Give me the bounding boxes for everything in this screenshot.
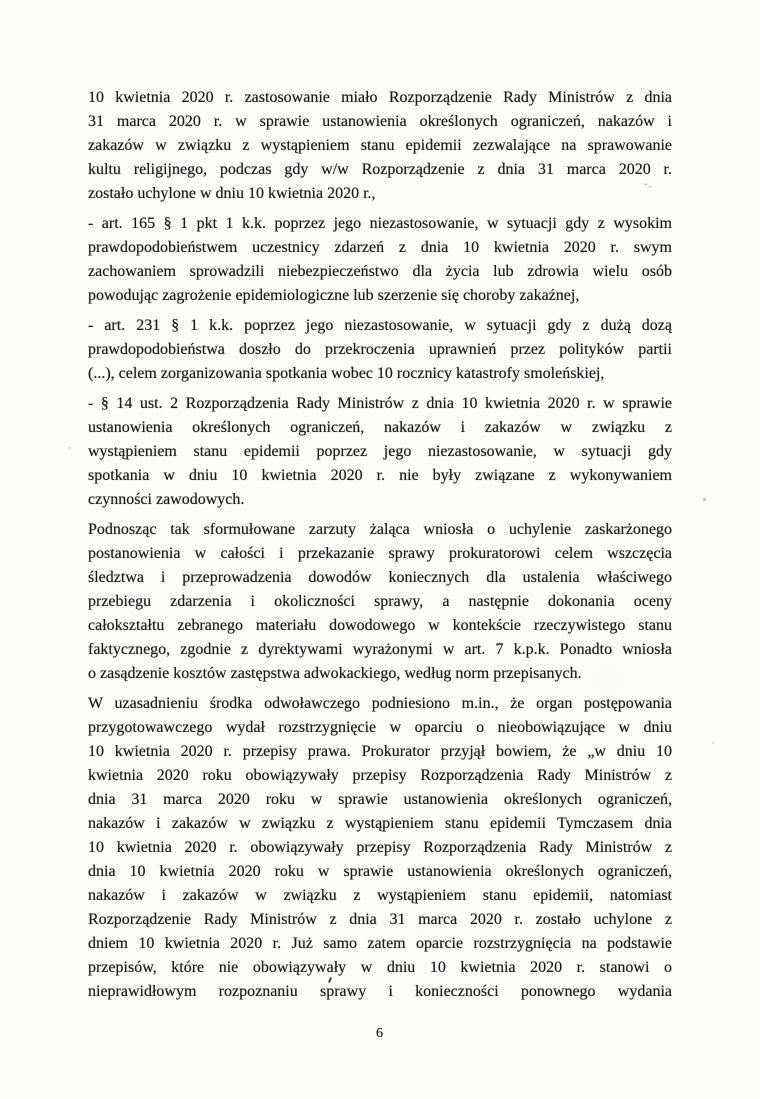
text-line: dniem 10 kwietnia 2020 r. Już samo zatem oparcie rozstrzygnięcia na podstawie	[88, 935, 672, 952]
text-line: kultu religijnego, podczas gdy w/w Rozporządzenie z dnia 31 marca 2020 r.	[88, 161, 672, 178]
text-line: spotkania w dniu 10 kwietnia 2020 r. nie były związane z wykonywaniem	[88, 467, 672, 484]
text-line: postanowienia w całości i przekazanie sprawy prokuratorowi celem wszczęcia	[88, 545, 672, 562]
text-line: 31 marca 2020 r. w sprawie ustanowienia określonych ograniczeń, nakazów i	[88, 113, 672, 130]
paragraph-charge-art-231	[88, 314, 672, 386]
text-line: zakazów w związku z wystąpieniem stanu epidemii zezwalające na sprawowanie	[88, 137, 672, 154]
text-line: o zasądzenie kosztów zastępstwa adwokackiego, według norm przepisanych.	[88, 665, 582, 682]
paragraph-justification-paragraph	[88, 692, 672, 1004]
text-line: nakazów i zakazów w związku z wystąpieniem stanu epidemii Tymczasem dnia	[88, 815, 672, 832]
text-line: prawdopodobieństwem uczestnicy zdarzeń z dnia 10 kwietnia 2020 r. swym	[88, 239, 672, 256]
scan-artifact-dot	[712, 742, 714, 744]
text-line: przepisów, które nie obowiązywały w dniu 10 kwietnia 2020 r. stanowi o	[88, 959, 672, 976]
text-line: - art. 231 § 1 k.k. poprzez jego niezastosowanie, w sytuacji gdy z dużą dozą	[88, 317, 672, 334]
text-line: kwietnia 2020 roku obowiązywały przepisy Rozporządzenia Rady Ministrów z	[88, 767, 672, 784]
paragraph-motion-paragraph	[88, 518, 672, 686]
text-line: W uzasadnieniu środka odwoławczego podniesiono m.in., że organ postępowania	[88, 695, 672, 712]
text-line: dnia 31 marca 2020 roku w sprawie ustanowienia określonych ograniczeń,	[88, 791, 672, 808]
text-line: przygotowawczego wydał rozstrzygnięcie w oparciu o nieobowiązujące w dniu	[88, 719, 672, 736]
text-line: 10 kwietnia 2020 r. zastosowanie miało Rozporządzenie Rady Ministrów z dnia	[88, 89, 672, 106]
text-line: 10 kwietnia 2020 r. obowiązywały przepisy Rozporządzenia Rady Ministrów z	[88, 839, 672, 856]
paragraph-charge-art-165	[88, 212, 672, 308]
text-line: powodując zagrożenie epidemiologiczne lub szerzenie się choroby zakaźnej,	[88, 287, 580, 304]
text-line: dnia 10 kwietnia 2020 roku w sprawie ustanowienia określonych ograniczeń,	[88, 863, 672, 880]
text-line: - art. 165 § 1 pkt 1 k.k. poprzez jego niezastosowanie, w sytuacji gdy z wysokim	[88, 215, 672, 232]
text-line: zachowaniem sprowadzili niebezpieczeństwo dla życia lub zdrowia wielu osób	[88, 263, 672, 280]
text-line: zostało uchylone w dniu 10 kwietnia 2020 r.,	[88, 185, 376, 202]
text-line: czynności zawodowych.	[88, 491, 245, 508]
text-line: faktycznego, zgodnie z dyrektywami wyrażonymi w art. 7 k.p.k. Ponadto wniosła	[88, 641, 672, 658]
text-line: ustanowienia określonych ograniczeń, nakazów i zakazów w związku z	[88, 419, 672, 436]
text-line: (...), celem zorganizowania spotkania wobec 10 rocznicy katastrofy smoleńskiej,	[88, 365, 605, 382]
text-line: całokształtu zebranego materiału dowodowego w kontekście rzeczywistego stanu	[88, 617, 672, 634]
text-line: Podnosząc tak sformułowane zarzuty żaląca wniosła o uchylenie zaskarżonego	[88, 521, 672, 538]
scan-artifact-dot	[68, 447, 71, 449]
text-line: nakazów i zakazów w związku z wystąpieniem stanu epidemii, natomiast	[88, 887, 672, 904]
page-number: 6	[376, 1026, 384, 1041]
scan-artifact-dot	[703, 498, 706, 501]
text-line: prawdopodobieństwa doszło do przekroczenia uprawnień przez polityków partii	[88, 341, 672, 358]
text-line: przebiegu zdarzenia i okoliczności sprawy, a następnie dokonania oceny	[88, 593, 672, 610]
text-line: Rozporządzenie Rady Ministrów z dnia 31 marca 2020 r. zostało uchylone z	[88, 911, 672, 928]
text-line: nieprawidłowym rozpoznaniu sprawy i konieczności ponownego wydania	[88, 983, 672, 1000]
text-line: wystąpieniem stanu epidemii poprzez jego niezastosowanie, w sytuacji gdy	[88, 443, 672, 460]
text-line: śledztwa i przeprowadzenia dowodów koniecznych dla ustalenia właściwego	[88, 569, 672, 586]
paragraph-continuation-paragraph	[88, 86, 672, 206]
text-line: - § 14 ust. 2 Rozporządzenia Rady Ministrów z dnia 10 kwietnia 2020 r. w sprawie	[88, 395, 672, 412]
document-text	[88, 86, 672, 1010]
text-line: 10 kwietnia 2020 r. przepisy prawa. Prokurator przyjął bowiem, że „w dniu 10	[88, 743, 672, 760]
paragraph-charge-par-14	[88, 392, 672, 512]
